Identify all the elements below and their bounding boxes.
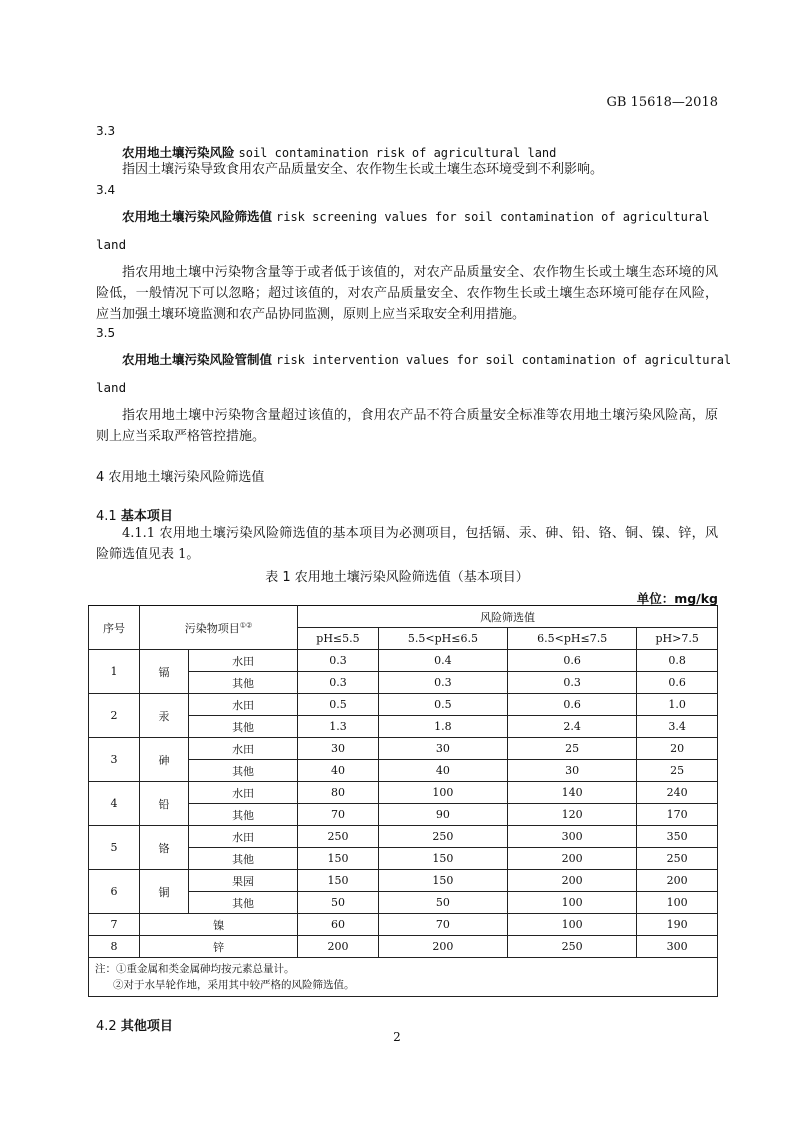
header-no: 序号 [89,606,140,650]
row-value: 240 [637,782,718,804]
row-value: 200 [378,936,507,958]
term-en-continued: land [96,237,127,252]
table-row [89,936,718,958]
row-value: 1.8 [378,716,507,738]
term-title [122,207,709,225]
row-value: 50 [298,892,379,914]
section-number: 4.1 [96,509,117,524]
row-value: 120 [508,804,637,826]
row-value: 250 [637,848,718,870]
header-item-footnote: ①② [239,620,253,629]
standard-number: GB 15618—2018 [606,95,718,110]
header-col: pH≤5.5 [298,628,379,650]
row-land-type: 其他 [189,760,298,782]
section-title: 基本项目 [120,509,173,524]
row-value: 40 [298,760,379,782]
row-value: 150 [378,848,507,870]
row-value: 150 [298,870,379,892]
row-no: 7 [89,914,140,936]
row-value: 80 [298,782,379,804]
row-land-type: 水田 [189,826,298,848]
row-value: 3.4 [637,716,718,738]
row-value: 20 [637,738,718,760]
table-note: 注：①重金属和类金属砷均按元素总量计。 [95,963,295,975]
term-en: risk screening values for soil contamination of agricultural [276,210,710,224]
table-note: ②对于水旱轮作地，采用其中较严格的风险筛选值。 [113,979,355,991]
row-value: 70 [298,804,379,826]
term-en: risk intervention values for soil contamination of agricultural [276,353,732,367]
row-land-type: 水田 [189,694,298,716]
table-row [89,782,718,804]
table-unit: 单位：mg/kg [636,591,718,606]
row-land-type: 其他 [189,672,298,694]
row-value: 150 [378,870,507,892]
row-land-type: 其他 [189,716,298,738]
term-en-continued: land [96,380,127,395]
row-land-type: 水田 [189,782,298,804]
row-no: 8 [89,936,140,958]
row-value: 0.6 [508,650,637,672]
section-title: 其他项目 [120,1019,173,1034]
row-value: 0.4 [378,650,507,672]
row-value: 70 [378,914,507,936]
section-text: 4.1.1 农用地土壤污染风险筛选值的基本项目为必测项目，包括镉、汞、砷、铅、铬、铜、镍、锌，风险筛选值见表 1。 [96,526,718,562]
row-value: 250 [378,826,507,848]
row-no: 1 [89,650,140,694]
row-value: 50 [378,892,507,914]
table-row [89,694,718,716]
row-value: 0.8 [637,650,718,672]
row-value: 200 [508,848,637,870]
term-number: 3.3 [96,124,116,138]
header-col: pH>7.5 [637,628,718,650]
row-value: 0.6 [637,672,718,694]
row-value: 1.0 [637,694,718,716]
row-value: 300 [508,826,637,848]
table-body [89,650,718,958]
term-title [122,350,731,368]
term-number: 3.4 [96,183,116,197]
row-land-type: 其他 [189,804,298,826]
row-value: 100 [508,892,637,914]
row-value: 190 [637,914,718,936]
row-value: 150 [298,848,379,870]
row-value: 200 [508,870,637,892]
row-item: 铬 [140,826,189,870]
table-row [89,738,718,760]
header-group: 风险筛选值 [298,606,718,628]
subsection-heading [96,505,173,524]
row-value: 200 [637,870,718,892]
row-value: 200 [298,936,379,958]
table-notes [89,958,718,997]
row-value: 100 [378,782,507,804]
table-caption: 表 1 农用地土壤污染风险筛选值（基本项目） [265,570,529,585]
row-value: 0.3 [378,672,507,694]
section-number: 4.2 [96,1019,117,1034]
row-value: 25 [637,760,718,782]
row-value: 100 [508,914,637,936]
header-col: 5.5<pH≤6.5 [378,628,507,650]
table-row [89,650,718,672]
row-item: 汞 [140,694,189,738]
row-value: 30 [508,760,637,782]
term-number: 3.5 [96,326,116,340]
term-definition: 指因土壤污染导致食用农产品质量安全、农作物生长或土壤生态环境受到不利影响。 [122,162,604,177]
term-definition: 指农用地土壤中污染物含量超过该值的，食用农产品不符合质量安全标准等农用地土壤污染风险高，原则上应当采取严格管控措施。 [96,408,718,444]
term-definition: 指农用地土壤中污染物含量等于或者低于该值的，对农产品质量安全、农作物生长或土壤生态环境的风险低，一般情况下可以忽略；超过该值的，对农产品质量安全、农作物生长或土壤生态环境可能存在风险，应当加强土壤环境监测和农产品协同监测，原则上应当采取安全利用措施。 [96,265,718,322]
row-land-type: 水田 [189,738,298,760]
row-land-type: 其他 [189,892,298,914]
section-title: 农用地土壤污染风险筛选值 [108,470,265,485]
row-item: 铅 [140,782,189,826]
row-value: 100 [637,892,718,914]
table-row [89,826,718,848]
row-no: 2 [89,694,140,738]
row-item: 镉 [140,650,189,694]
table-row [89,870,718,892]
row-land-type: 其他 [189,848,298,870]
row-no: 4 [89,782,140,826]
section-number: 4 [96,470,105,485]
section-heading [96,466,264,485]
term-zh: 农用地土壤污染风险筛选值 [122,209,273,224]
page-number: 2 [393,1030,401,1044]
row-value: 250 [298,826,379,848]
row-value: 0.3 [298,650,379,672]
row-value: 40 [378,760,507,782]
row-value: 0.5 [298,694,379,716]
table-row [89,914,718,936]
row-value: 140 [508,782,637,804]
row-no: 3 [89,738,140,782]
row-value: 30 [378,738,507,760]
term-zh: 农用地土壤污染风险管制值 [122,352,273,367]
row-item: 铜 [140,870,189,914]
row-value: 1.3 [298,716,379,738]
row-value: 350 [637,826,718,848]
row-value: 30 [298,738,379,760]
row-no: 5 [89,826,140,870]
row-value: 90 [378,804,507,826]
row-value: 250 [508,936,637,958]
row-value: 25 [508,738,637,760]
term-zh: 农用地土壤污染风险 [122,145,235,160]
row-value: 300 [637,936,718,958]
header-col: 6.5<pH≤7.5 [508,628,637,650]
row-no: 6 [89,870,140,914]
header-item [140,606,298,650]
row-item: 锌 [140,936,298,958]
row-value: 170 [637,804,718,826]
row-value: 0.3 [508,672,637,694]
row-value: 0.5 [378,694,507,716]
row-land-type: 水田 [189,650,298,672]
row-value: 0.6 [508,694,637,716]
row-value: 60 [298,914,379,936]
header-item-label: 污染物项目 [184,621,240,635]
row-value: 0.3 [298,672,379,694]
row-item: 砷 [140,738,189,782]
term-en: soil contamination risk of agricultural land [238,146,557,160]
row-item: 镍 [140,914,298,936]
screening-values-table [88,605,718,997]
row-land-type: 果园 [189,870,298,892]
row-value: 2.4 [508,716,637,738]
